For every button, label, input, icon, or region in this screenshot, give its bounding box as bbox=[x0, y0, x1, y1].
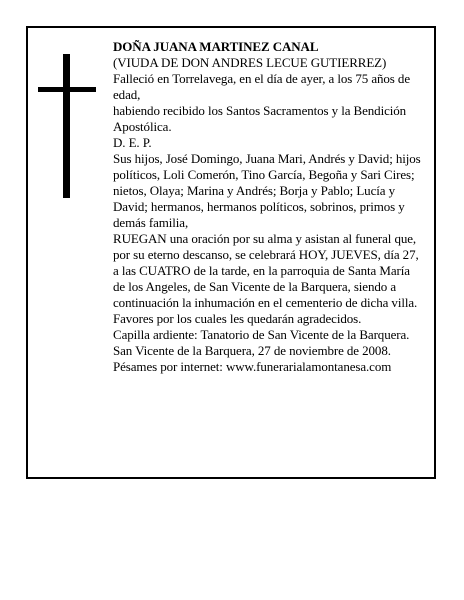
cross-vertical-bar bbox=[63, 54, 70, 198]
chapel-line: Capilla ardiente: Tanatorio de San Vicente de la Barquera. bbox=[113, 327, 410, 342]
sacraments-line: habiendo recibido los Santos Sacramentos y la Bendición Apostólica. bbox=[113, 103, 407, 134]
rip-line: D. E. P. bbox=[113, 135, 152, 150]
condolences-line: Pésames por internet: www.funerarialamontanesa.com bbox=[113, 359, 392, 374]
deceased-name: DOÑA JUANA MARTINEZ CANAL bbox=[113, 39, 319, 54]
cross-horizontal-bar bbox=[38, 87, 96, 92]
funeral-request: RUEGAN una oración por su alma y asistan al funeral que, por su eterno descanso, se celebrará HOY, JUEVES, día 27, a las CUATRO de la tarde, en la parroquia de Santa María de los Angeles, de San Vicente de la Barquera, siendo a continuación la inhumación en el cementerio de dicha villa. Favores por los cuales les quedarán agradecidos. bbox=[113, 231, 419, 326]
obituary-text bbox=[113, 39, 425, 375]
death-announcement: Falleció en Torrelavega, en el día de ayer, a los 75 años de edad, bbox=[113, 71, 410, 102]
family-list: Sus hijos, José Domingo, Juana Mari, Andrés y David; hijos políticos, Loli Comerón, Tino García, Begoña y Sari Cires; nietos, Olaya; Marina y Andrés; Borja y Pablo; Lucía y David; hermanos, hermanos políticos, sobrinos, primos y demás familia, bbox=[113, 151, 421, 230]
cross-icon bbox=[38, 54, 96, 198]
widow-of-line: (VIUDA DE DON ANDRES LECUE GUTIERREZ) bbox=[113, 55, 387, 70]
place-date-line: San Vicente de la Barquera, 27 de noviembre de 2008. bbox=[113, 343, 391, 358]
